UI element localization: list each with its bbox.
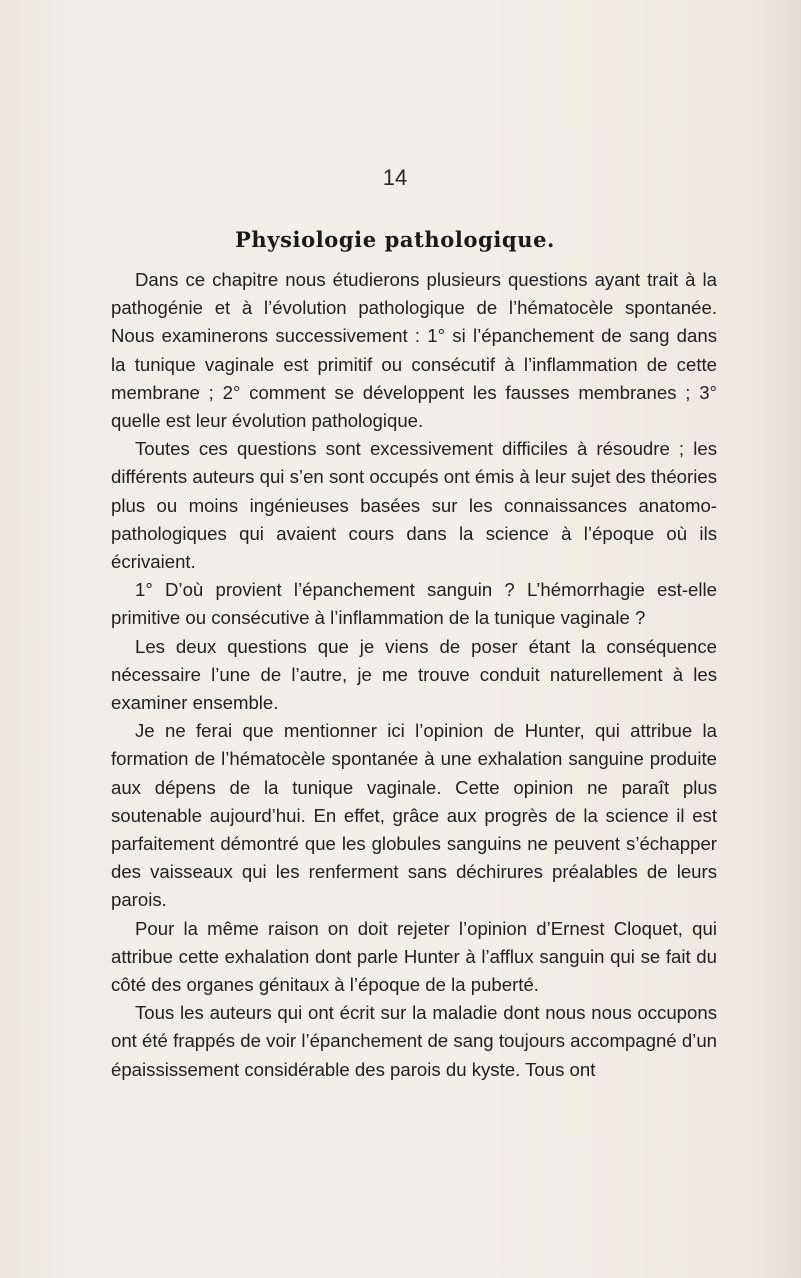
paragraph: 1° D’où provient l’épanchement sanguin ? L’hémorrhagie est-elle primitive ou consécutive à l’inflammation de la tunique vaginale ? xyxy=(111,579,717,629)
paragraph: Les deux questions que je viens de poser étant la conséquence nécessaire l’une de l’autre, je me trouve conduit naturellement à les examiner ensemble. xyxy=(111,635,717,714)
section-heading: Physiologie pathologique. xyxy=(235,227,555,252)
paragraph: Tous les auteurs qui ont écrit sur la maladie dont nous nous occupons ont été frappés de voir l’épanchement de sang toujours accompagné d’un épaississement considérable des parois du kyste. Tous ont xyxy=(111,1002,717,1080)
paragraph: Pour la même raison on doit rejeter l’opinion d’Ernest Cloquet, qui attribue cette exhalation dont parle Hunter à l’afflux sanguin qui se fait du côté des organes génitaux à l’époque de la puberté. xyxy=(111,917,717,996)
body-text xyxy=(111,266,717,1084)
page-number: 14 xyxy=(382,165,408,190)
paragraph: Je ne ferai que mentionner ici l’opinion de Hunter, qui attribue la formation de l’hématocèle spontanée à une exhalation sanguine produite aux dépens de la tunique vaginale. Cette opinion ne paraît plus soutenable aujourd’hui. En effet, grâce aux progrès de la science il est parfaitement démontré que les globules sanguins ne peuvent s’échapper des vaisseaux qui les renferment sans déchirures préalables de leurs parois. xyxy=(111,720,717,911)
paragraph: Toutes ces questions sont excessivement difficiles à résoudre ; les différents auteurs qui s’en sont occupés ont émis à leur sujet des théories plus ou moins ingénieuses basées sur les connaissances anatomo-pathologiques qui avaient cours dans la science à l’époque où ils écrivaient. xyxy=(111,438,717,573)
paragraph: Dans ce chapitre nous étudierons plusieurs questions ayant trait à la pathogénie et à l’évolution pathologique de l’hématocèle spontanée. Nous examinerons successivement : 1° si l’épanchement de sang dans la tunique vaginale est primitif ou consécutif à l’inflammation de cette membrane ; 2° comment se développent les fausses membranes ; 3° quelle est leur évolution pathologique. xyxy=(111,269,717,432)
